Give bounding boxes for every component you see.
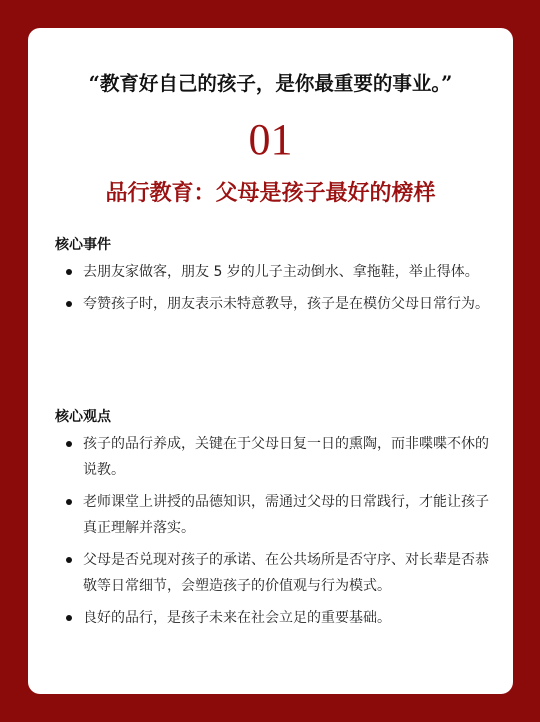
list-item-text: 良好的品行，是孩子未来在社会立足的重要基础。: [83, 610, 391, 626]
list-item: [55, 547, 495, 599]
bullet-dot-icon: [66, 441, 72, 447]
list-item-text: 老师课堂上讲授的品德知识，需通过父母的日常践行，才能让孩子真正理解并落实。: [83, 494, 489, 536]
list-item: [55, 605, 495, 631]
events-heading: 核心事件: [55, 237, 111, 253]
bullet-dot-icon: [66, 615, 72, 621]
content-card: [28, 28, 513, 694]
section-title: 品行教育：父母是孩子最好的榜样: [105, 180, 436, 206]
events-list: [55, 259, 495, 323]
list-item-text: 孩子的品行养成，关键在于父母日复一日的熏陶，而非喋喋不休的说教。: [83, 436, 489, 478]
quote-title: “教育好自己的孩子，是你最重要的事业。”: [88, 72, 453, 95]
bullet-dot-icon: [66, 557, 72, 563]
bullet-dot-icon: [66, 269, 72, 275]
views-heading: 核心观点: [55, 409, 111, 425]
list-item-text: 夸赞孩子时，朋友表示未特意教导，孩子是在模仿父母日常行为。: [83, 296, 489, 312]
list-item-text: 去朋友家做客，朋友 5 岁的儿子主动倒水、拿拖鞋，举止得体。: [83, 264, 479, 280]
list-item: [55, 259, 495, 285]
section-number: 01: [248, 115, 293, 164]
bullet-dot-icon: [66, 499, 72, 505]
list-item: [55, 489, 495, 541]
views-list: [55, 431, 495, 637]
list-item: [55, 291, 495, 317]
list-item-text: 父母是否兑现对孩子的承诺、在公共场所是否守序、对长辈是否恭敬等日常细节，会塑造孩子的价值观与行为模式。: [83, 552, 489, 594]
bullet-dot-icon: [66, 301, 72, 307]
list-item: [55, 431, 495, 483]
